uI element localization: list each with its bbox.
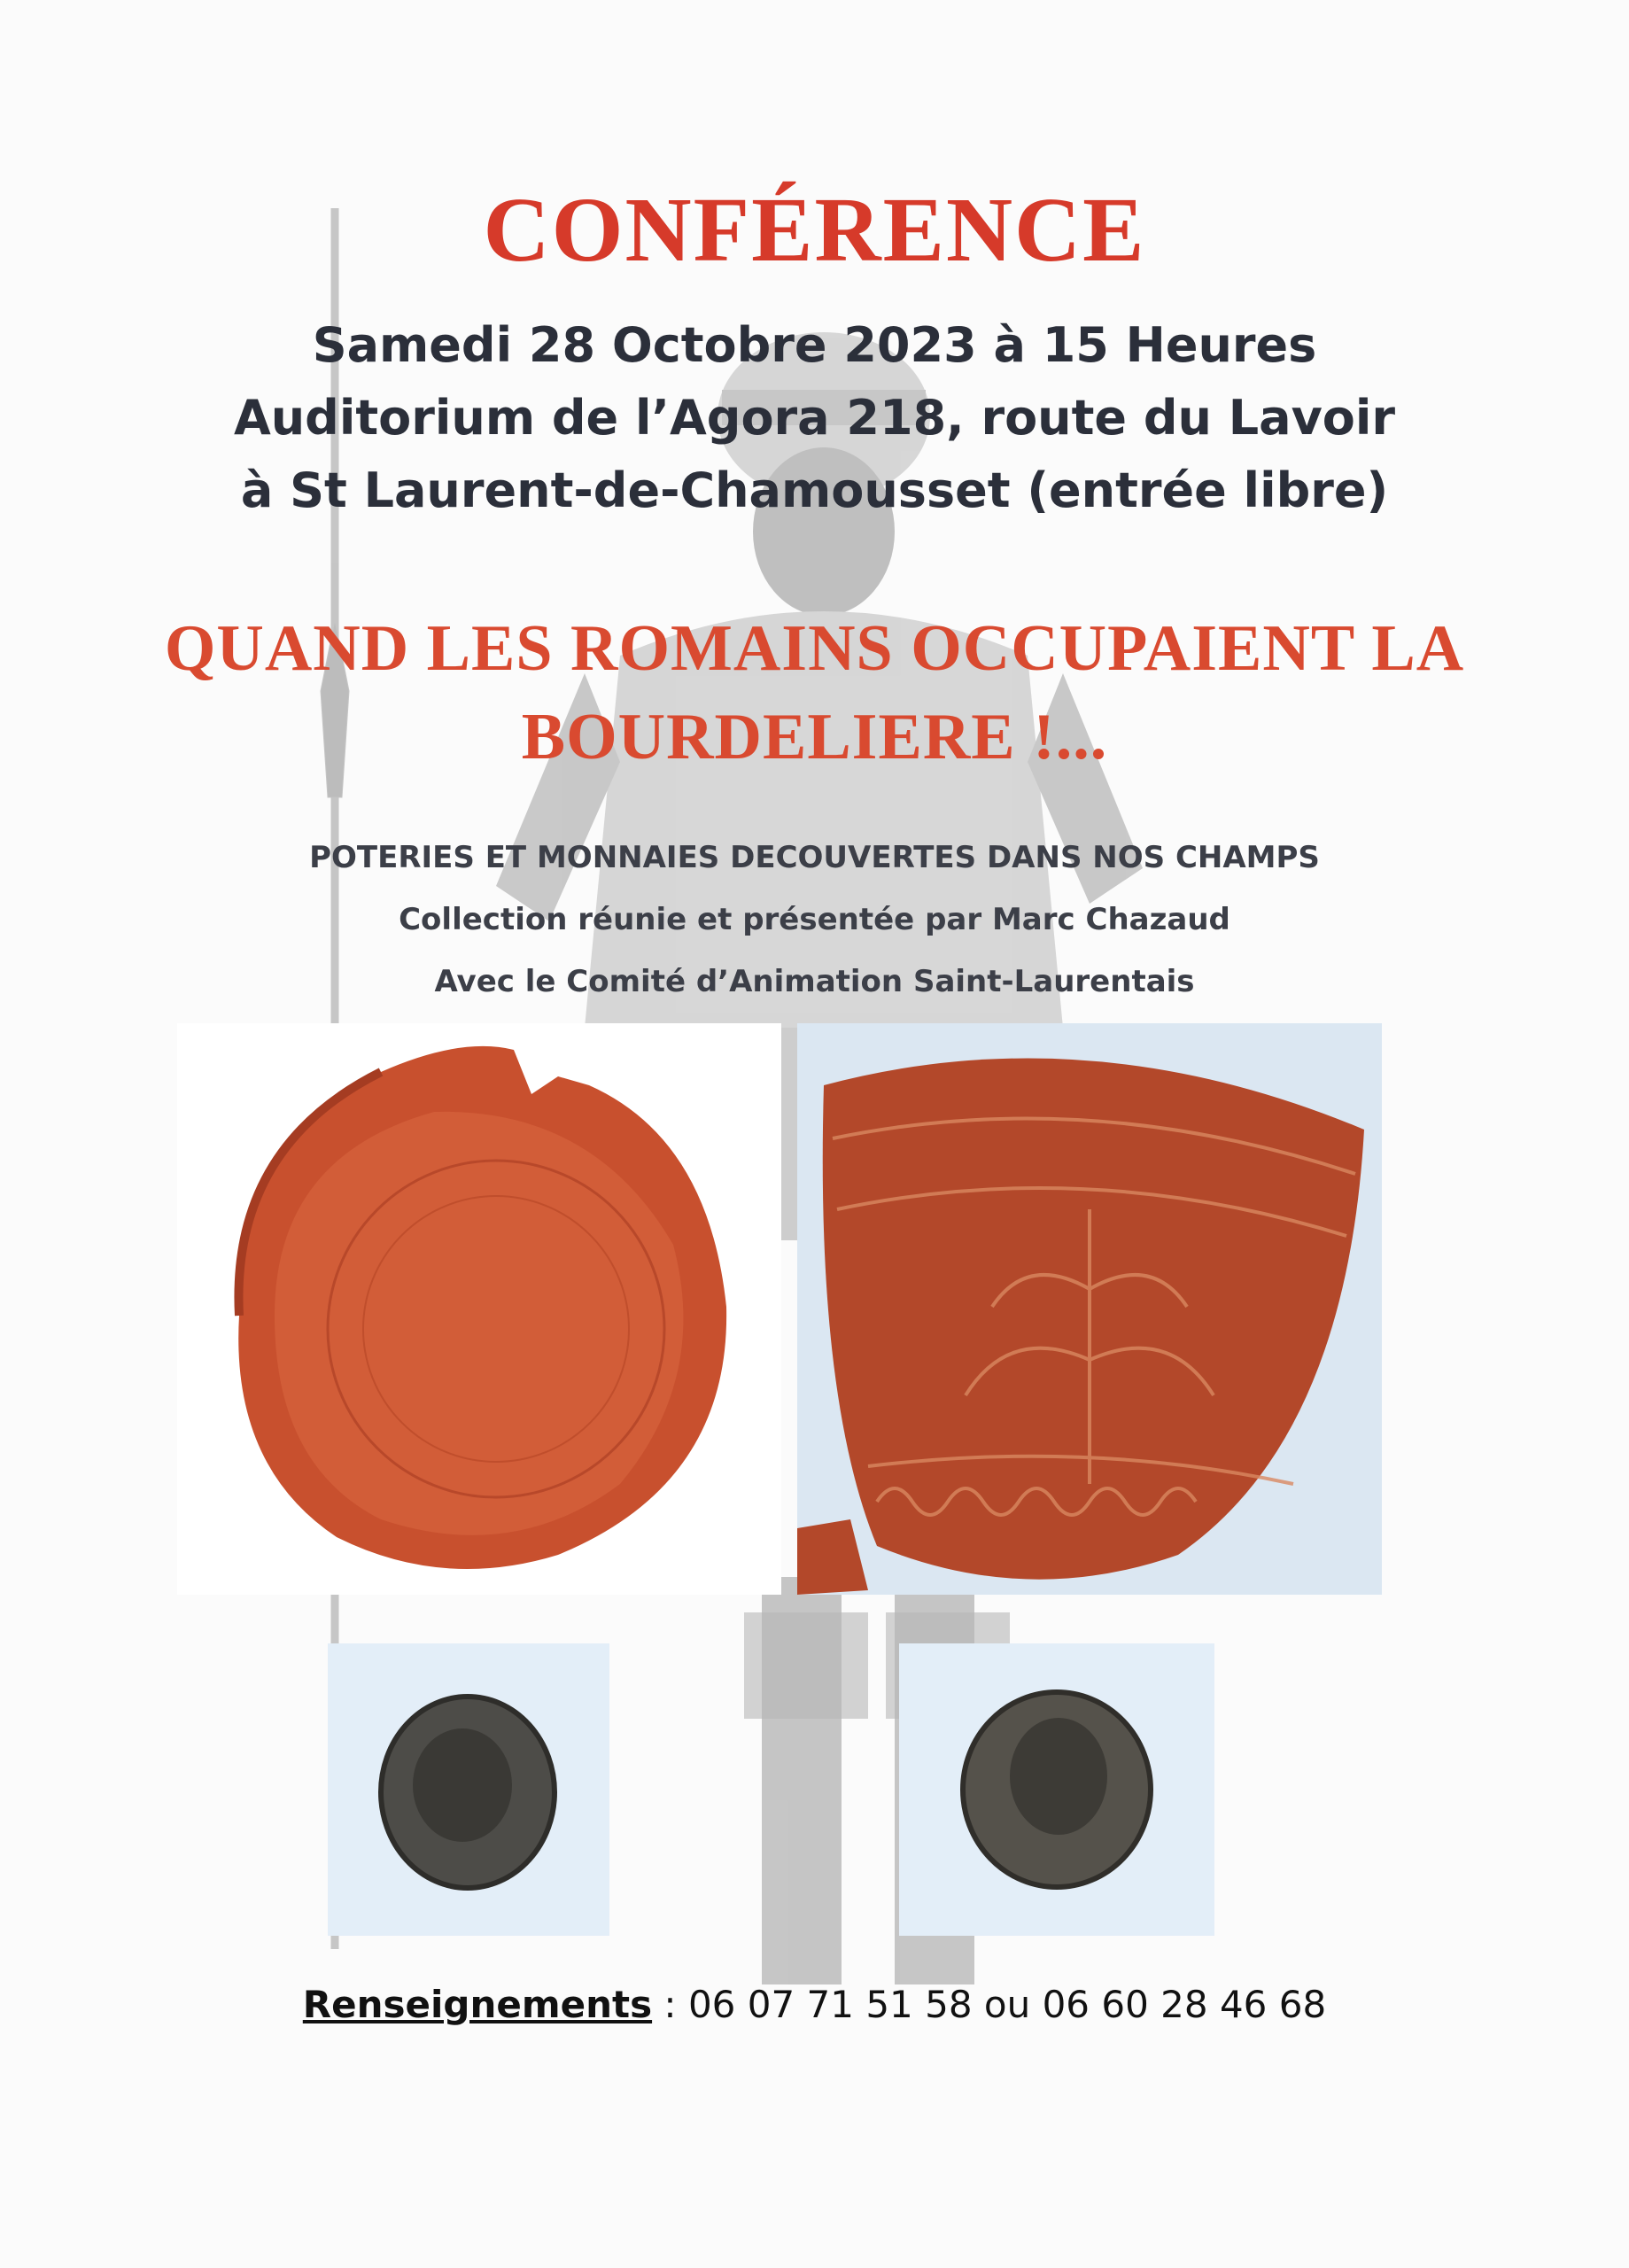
date-line: Samedi 28 Octobre 2023 à 15 Heures — [312, 317, 1317, 373]
subtitle-line-2: Collection réunie et présentée par Marc Chazaud — [399, 902, 1230, 937]
headline-line-2: BOURDELIERE !... — [521, 701, 1108, 773]
headline-line-1: QUAND LES ROMAINS OCCUPAIENT LA — [164, 612, 1465, 685]
contact-numbers: 06 07 71 51 58 ou 06 60 28 46 68 — [687, 1983, 1327, 2026]
roman-coin-photo-1 — [328, 1643, 609, 1936]
contact-label: Renseignements — [302, 1983, 653, 2026]
roman-coin-photo-2 — [899, 1643, 1214, 1936]
pottery-plate-photo — [177, 1023, 781, 1595]
subtitle-line-1: POTERIES ET MONNAIES DECOUVERTES DANS NOS CHAMPS — [309, 840, 1320, 875]
town-line: à St Laurent-de-Chamousset (entrée libre) — [240, 462, 1389, 518]
venue-line: Auditorium de l’Agora 218, route du Lavoir — [233, 390, 1396, 446]
contact-separator: : — [652, 1983, 688, 2026]
subtitle-line-3: Avec le Comité d’Animation Saint-Laurentais — [434, 964, 1195, 999]
conference-title: CONFÉRENCE — [483, 179, 1146, 281]
decorated-bowl-photo — [797, 1023, 1382, 1595]
contact-line — [0, 1983, 1629, 2026]
